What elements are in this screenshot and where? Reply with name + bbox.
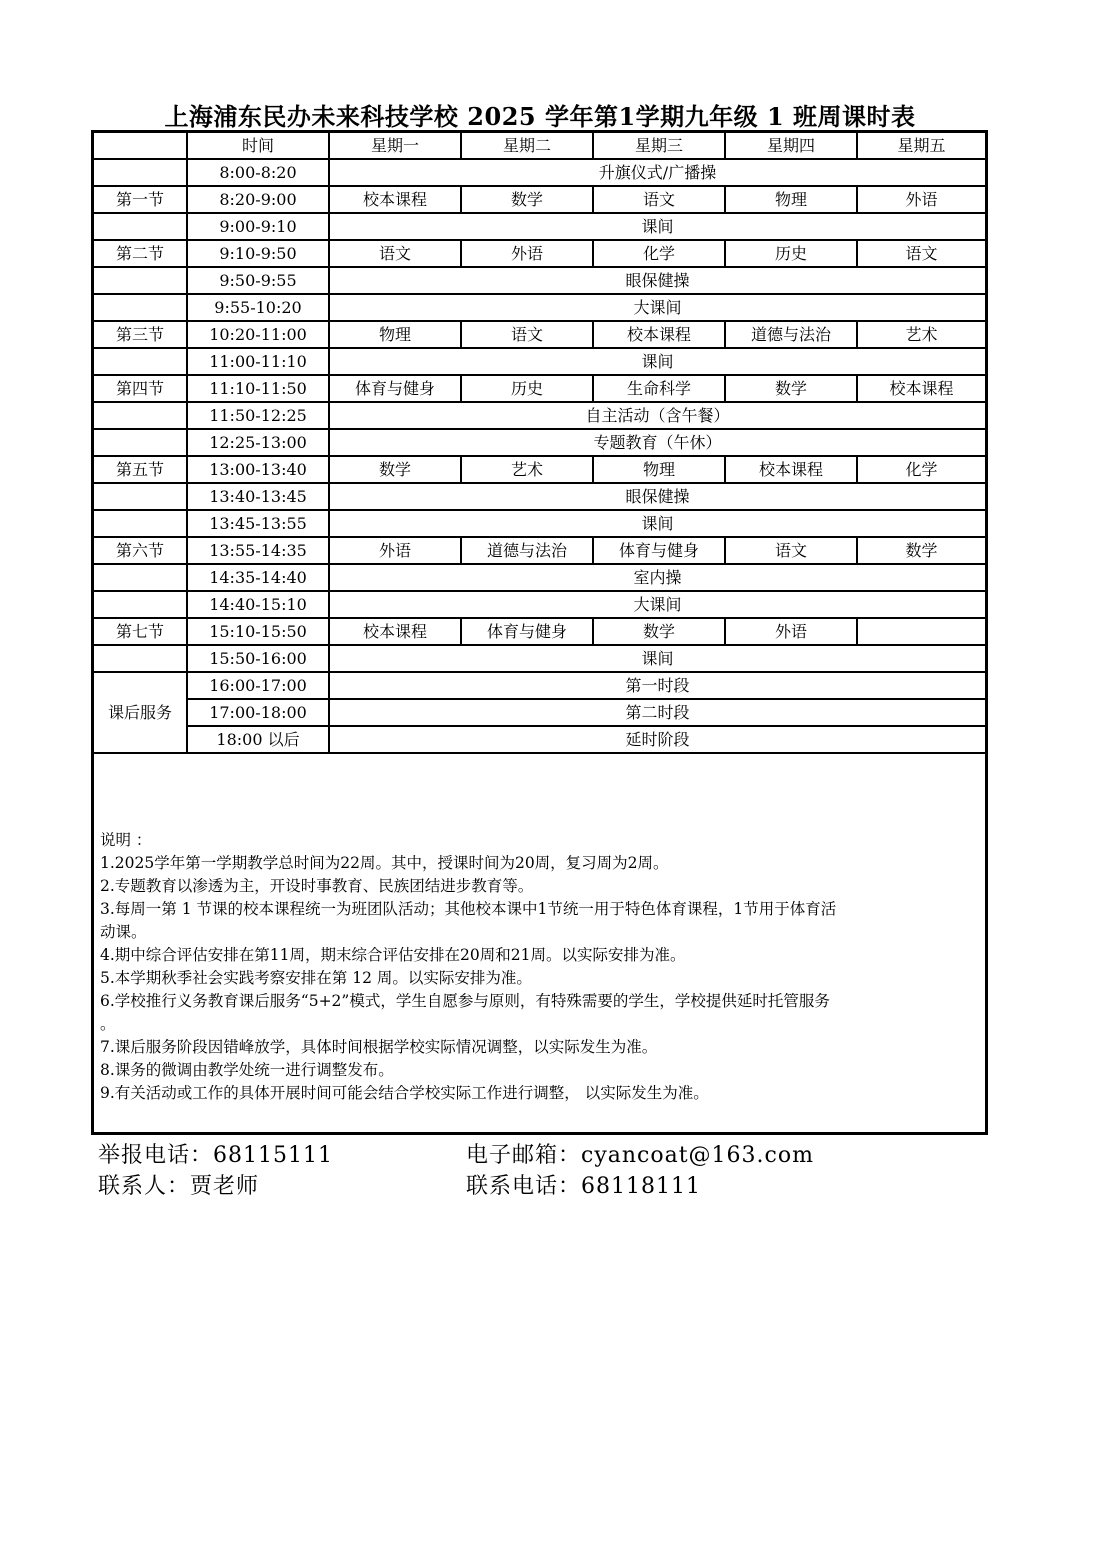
subject-cell: 艺术 bbox=[461, 456, 593, 483]
table-row bbox=[94, 375, 985, 402]
period-label-cell bbox=[94, 348, 187, 375]
time-cell: 13:00-13:40 bbox=[187, 456, 329, 483]
subject-cell: 校本课程 bbox=[725, 456, 857, 483]
note-line: 7.课后服务阶段因错峰放学，具体时间根据学校实际情况调整，以实际发生为准。 bbox=[100, 1038, 658, 1056]
activity-cell: 升旗仪式/广播操 bbox=[329, 159, 985, 186]
period-label-cell bbox=[94, 645, 187, 672]
activity-cell: 课间 bbox=[329, 213, 985, 240]
table-row bbox=[94, 186, 985, 213]
period-label-cell: 第四节 bbox=[94, 375, 187, 402]
time-cell: 13:45-13:55 bbox=[187, 510, 329, 537]
subject-cell: 历史 bbox=[461, 375, 593, 402]
period-label-cell bbox=[94, 267, 187, 294]
period-label-cell: 第一节 bbox=[94, 186, 187, 213]
table-row bbox=[94, 672, 985, 699]
note-line: 3.每周一第 1 节课的校本课程统一为班团队活动；其他校本课中1节统一用于特色体育课程，1节用于体育活 bbox=[100, 900, 837, 918]
table-row bbox=[94, 294, 985, 321]
timetable bbox=[94, 133, 985, 754]
period-label-cell bbox=[94, 159, 187, 186]
table-row bbox=[94, 348, 985, 375]
subject-cell: 外语 bbox=[725, 618, 857, 645]
note-line: 8.课务的微调由教学处统一进行调整发布。 bbox=[100, 1061, 394, 1079]
table-row bbox=[94, 402, 985, 429]
header-day-cell: 星期一 bbox=[329, 133, 461, 159]
subject-cell: 物理 bbox=[329, 321, 461, 348]
time-cell: 9:50-9:55 bbox=[187, 267, 329, 294]
subject-cell bbox=[857, 618, 985, 645]
period-label-cell: 第六节 bbox=[94, 537, 187, 564]
period-label-cell bbox=[94, 294, 187, 321]
activity-cell: 课间 bbox=[329, 510, 985, 537]
time-cell: 11:10-11:50 bbox=[187, 375, 329, 402]
subject-cell: 数学 bbox=[725, 375, 857, 402]
timetable-body bbox=[94, 133, 985, 753]
time-cell: 9:00-9:10 bbox=[187, 213, 329, 240]
time-cell: 12:25-13:00 bbox=[187, 429, 329, 456]
table-row bbox=[94, 429, 985, 456]
timetable-sheet bbox=[91, 130, 988, 1135]
time-cell: 13:40-13:45 bbox=[187, 483, 329, 510]
subject-cell: 物理 bbox=[593, 456, 725, 483]
note-line: 。 bbox=[100, 1015, 116, 1033]
period-label-cell: 第三节 bbox=[94, 321, 187, 348]
subject-cell: 校本课程 bbox=[857, 375, 985, 402]
time-cell: 9:10-9:50 bbox=[187, 240, 329, 267]
period-label-cell bbox=[94, 429, 187, 456]
time-cell: 13:55-14:35 bbox=[187, 537, 329, 564]
subject-cell: 生命科学 bbox=[593, 375, 725, 402]
activity-cell: 第一时段 bbox=[329, 672, 985, 699]
note-line: 6.学校推行义务教育课后服务“5+2”模式，学生自愿参与原则，有特殊需要的学生，学校提供延时托管服务 bbox=[100, 992, 830, 1010]
activity-cell: 课间 bbox=[329, 348, 985, 375]
subject-cell: 语文 bbox=[725, 537, 857, 564]
time-cell: 15:50-16:00 bbox=[187, 645, 329, 672]
time-cell: 8:20-9:00 bbox=[187, 186, 329, 213]
subject-cell: 化学 bbox=[593, 240, 725, 267]
contact-phone: 联系电话：68118111 bbox=[466, 1174, 701, 1199]
subject-cell: 道德与法治 bbox=[461, 537, 593, 564]
contact-email: 电子邮箱：cyancoat@163.com bbox=[466, 1143, 814, 1168]
subject-cell: 数学 bbox=[461, 186, 593, 213]
table-row bbox=[94, 510, 985, 537]
note-line: 4.期中综合评估安排在第11周，期末综合评估安排在20周和21周。以实际安排为准。 bbox=[100, 946, 686, 964]
time-cell: 9:55-10:20 bbox=[187, 294, 329, 321]
note-line: 5.本学期秋季社会实践考察安排在第 12 周。以实际安排为准。 bbox=[100, 969, 532, 987]
page-title: 上海浦东民办未来科技学校 2025 学年第1学期九年级 1 班周课时表 bbox=[164, 102, 916, 131]
subject-cell: 语文 bbox=[593, 186, 725, 213]
activity-cell: 延时阶段 bbox=[329, 726, 985, 753]
subject-cell: 语文 bbox=[857, 240, 985, 267]
period-label-cell: 第七节 bbox=[94, 618, 187, 645]
table-row bbox=[94, 645, 985, 672]
activity-cell: 眼保健操 bbox=[329, 483, 985, 510]
subject-cell: 校本课程 bbox=[329, 186, 461, 213]
table-row bbox=[94, 267, 985, 294]
subject-cell: 体育与健身 bbox=[593, 537, 725, 564]
note-line: 动课。 bbox=[100, 923, 147, 941]
time-cell: 8:00-8:20 bbox=[187, 159, 329, 186]
report-phone: 举报电话：68115111 bbox=[98, 1143, 333, 1168]
time-cell: 16:00-17:00 bbox=[187, 672, 329, 699]
time-cell: 11:00-11:10 bbox=[187, 348, 329, 375]
note-line: 9.有关活动或工作的具体开展时间可能会结合学校实际工作进行调整， 以实际发生为准。 bbox=[100, 1084, 709, 1102]
header-time-cell: 时间 bbox=[187, 133, 329, 159]
period-label-cell bbox=[94, 510, 187, 537]
subject-cell: 外语 bbox=[857, 186, 985, 213]
note-line: 说明 ： bbox=[100, 831, 152, 849]
time-cell: 14:35-14:40 bbox=[187, 564, 329, 591]
subject-cell: 数学 bbox=[857, 537, 985, 564]
period-label-cell: 第二节 bbox=[94, 240, 187, 267]
table-row bbox=[94, 159, 985, 186]
activity-cell: 课间 bbox=[329, 645, 985, 672]
contact-person: 联系人：贾老师 bbox=[98, 1174, 260, 1199]
period-label-cell bbox=[94, 213, 187, 240]
header-blank-cell bbox=[94, 133, 187, 159]
table-row bbox=[94, 321, 985, 348]
activity-cell: 大课间 bbox=[329, 294, 985, 321]
subject-cell: 艺术 bbox=[857, 321, 985, 348]
table-row bbox=[94, 213, 985, 240]
table-row bbox=[94, 240, 985, 267]
period-label-cell bbox=[94, 402, 187, 429]
subject-cell: 外语 bbox=[461, 240, 593, 267]
time-cell: 17:00-18:00 bbox=[187, 699, 329, 726]
period-label-cell bbox=[94, 591, 187, 618]
table-row bbox=[94, 726, 985, 753]
activity-cell: 大课间 bbox=[329, 591, 985, 618]
activity-cell: 眼保健操 bbox=[329, 267, 985, 294]
period-label-cell bbox=[94, 483, 187, 510]
subject-cell: 体育与健身 bbox=[461, 618, 593, 645]
subject-cell: 校本课程 bbox=[593, 321, 725, 348]
table-row bbox=[94, 618, 985, 645]
subject-cell: 语文 bbox=[461, 321, 593, 348]
table-row bbox=[94, 483, 985, 510]
table-row bbox=[94, 564, 985, 591]
subject-cell: 数学 bbox=[329, 456, 461, 483]
table-row bbox=[94, 456, 985, 483]
after-school-label-cell: 课后服务 bbox=[94, 672, 187, 753]
note-line: 2.专题教育以渗透为主，开设时事教育、民族团结进步教育等。 bbox=[100, 877, 534, 895]
subject-cell: 物理 bbox=[725, 186, 857, 213]
time-cell: 10:20-11:00 bbox=[187, 321, 329, 348]
activity-cell: 第二时段 bbox=[329, 699, 985, 726]
header-day-cell: 星期五 bbox=[857, 133, 985, 159]
activity-cell: 室内操 bbox=[329, 564, 985, 591]
table-row bbox=[94, 699, 985, 726]
header-day-cell: 星期二 bbox=[461, 133, 593, 159]
note-line: 1.2025学年第一学期教学总时间为22周。其中，授课时间为20周，复习周为2周。 bbox=[100, 854, 669, 872]
subject-cell: 历史 bbox=[725, 240, 857, 267]
time-cell: 14:40-15:10 bbox=[187, 591, 329, 618]
activity-cell: 专题教育（午休） bbox=[329, 429, 985, 456]
subject-cell: 语文 bbox=[329, 240, 461, 267]
header-day-cell: 星期三 bbox=[593, 133, 725, 159]
header-day-cell: 星期四 bbox=[725, 133, 857, 159]
time-cell: 15:10-15:50 bbox=[187, 618, 329, 645]
subject-cell: 外语 bbox=[329, 537, 461, 564]
activity-cell: 自主活动（含午餐） bbox=[329, 402, 985, 429]
subject-cell: 校本课程 bbox=[329, 618, 461, 645]
subject-cell: 数学 bbox=[593, 618, 725, 645]
period-label-cell bbox=[94, 564, 187, 591]
header-row bbox=[94, 133, 985, 159]
table-row bbox=[94, 591, 985, 618]
table-row bbox=[94, 537, 985, 564]
subject-cell: 道德与法治 bbox=[725, 321, 857, 348]
time-cell: 11:50-12:25 bbox=[187, 402, 329, 429]
period-label-cell: 第五节 bbox=[94, 456, 187, 483]
time-cell: 18:00 以后 bbox=[187, 726, 329, 753]
notes-section bbox=[100, 829, 980, 1105]
subject-cell: 体育与健身 bbox=[329, 375, 461, 402]
subject-cell: 化学 bbox=[857, 456, 985, 483]
